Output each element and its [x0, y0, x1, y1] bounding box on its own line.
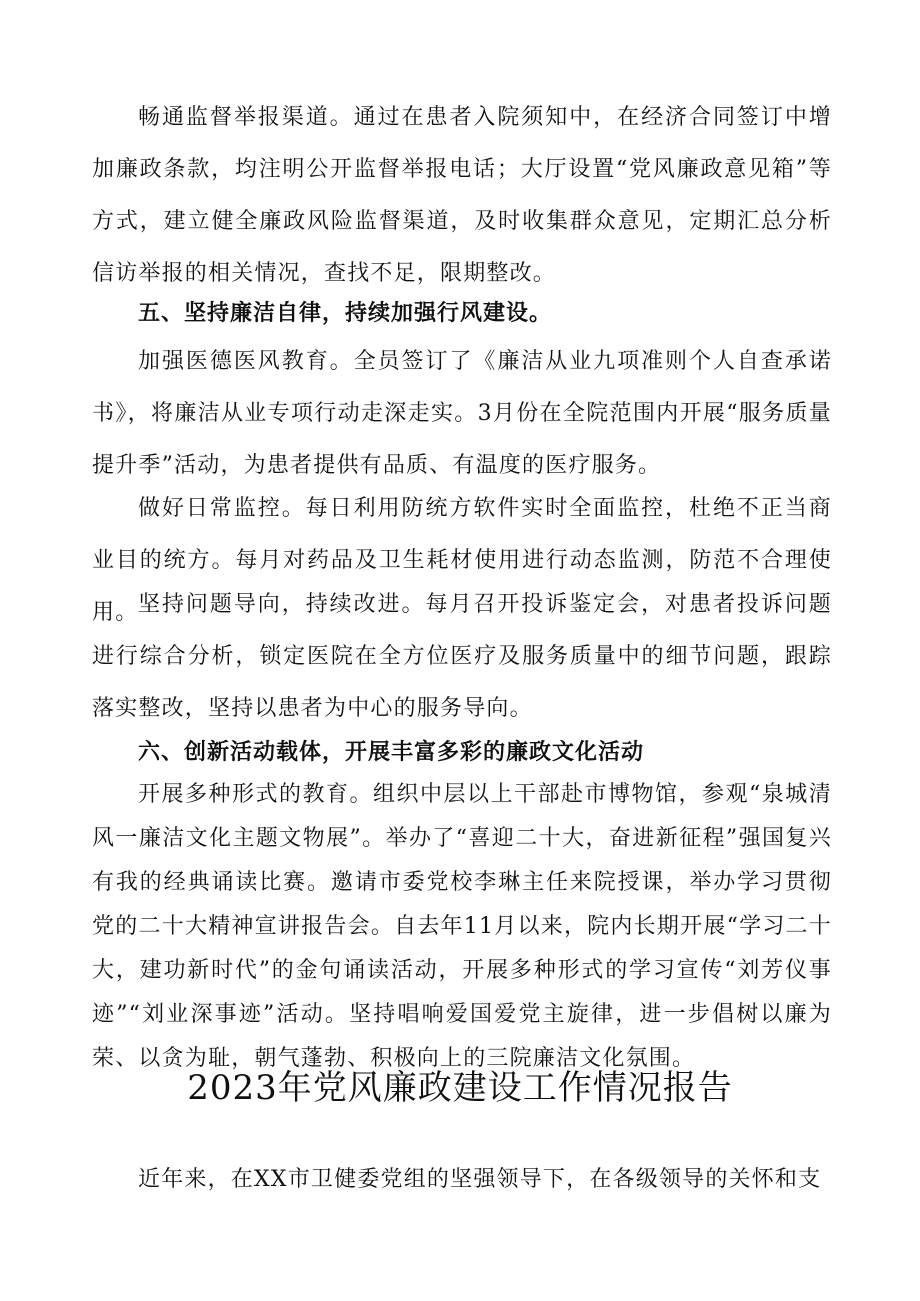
paragraph-education-activities: 开展多种形式的教育。组织中层以上干部赴市博物馆，参观“泉城清风一廉洁文化主题文物展”。举办了“喜迎二十大，奋进新征程”强国复兴有我的经典诵读比赛。邀请市委党校李琳主任来院授课，举办学习贯彻党的二十大精神宣讲报告会。自去年11月以来，院内长期开展“学习二十大，建功新时代”的金句诵读活动，开展多种形式的学习宣传“刘芳仪事迹”“刘业深事迹”活动。坚持唱响爱国爱党主旋律，进一步倡树以廉为荣、以贪为耻，朝气蓬勃、积极向上的三院廉洁文化氛围。 — [92, 782, 832, 1071]
paragraph-problem-oriented: 坚持问题导向，持续改进。每月召开投诉鉴定会，对患者投诉问题进行综合分析，锁定医院在全方位医疗及服务质量中的细节问题，跟踪落实整改，坚持以患者为中心的服务导向。 — [92, 592, 832, 721]
section-five-heading: 五、坚持廉洁自律，持续加强行风建设。 — [138, 300, 553, 326]
paragraph-medical-ethics: 加强医德医风教育。全员签订了《廉洁从业九项准则个人自查承诺书》，将廉洁从业专项行动走深走实。3月份在全院范围内开展“服务质量提升季”活动，为患者提供有品质、有温度的医疗服务。 — [92, 349, 832, 478]
paragraph-report-intro: 近年来，在XX市卫健委党组的坚强领导下，在各级领导的关怀和支 — [138, 1167, 822, 1192]
section-six-heading: 六、创新活动载体，开展丰富多彩的廉政文化活动 — [138, 739, 645, 765]
paragraph-daily-monitoring: 做好日常监控。每日利用防统方软件实时全面监控，杜绝不正当商业目的统方。每月对药品及卫生耗材使用进行动态监测，防范不合理使用。 — [92, 496, 832, 625]
paragraph-report-channels: 畅通监督举报渠道。通过在患者入院须知中，在经济合同签订中增加廉政条款，均注明公开监督举报电话；大厅设置“党风廉政意见箱”等方式，建立健全廉政风险监督渠道，及时收集群众意见，定期汇总分析信访举报的相关情况，查找不足，限期整改。 — [92, 105, 832, 286]
report-title: 2023年党风廉政建设工作情况报告 — [187, 1068, 733, 1108]
